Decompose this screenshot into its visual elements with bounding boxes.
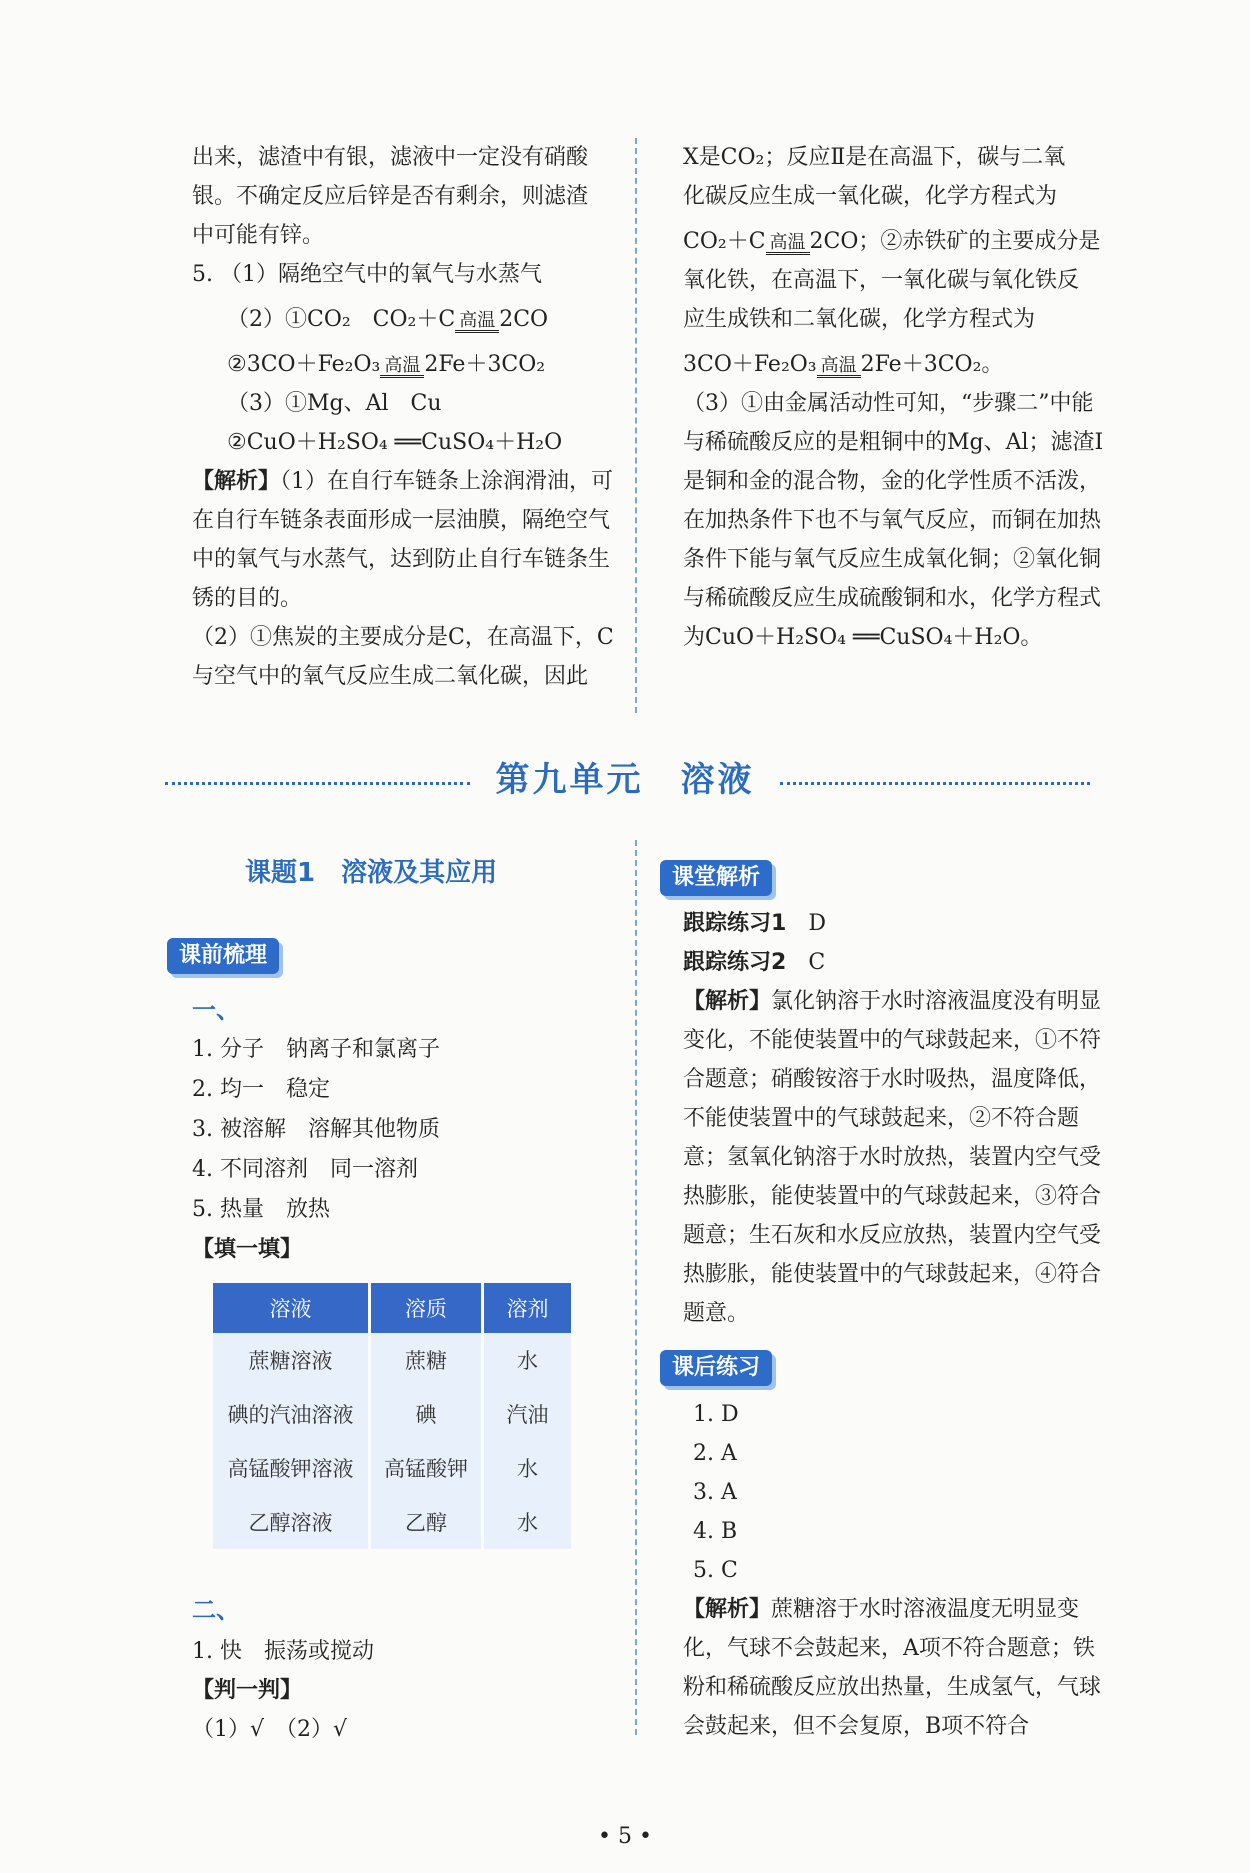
table-cell: 高锰酸钾	[371, 1441, 481, 1495]
table-cell: 水	[484, 1441, 571, 1495]
text-line: X是CO₂；反应Ⅱ是在高温下，碳与二氧	[683, 145, 1066, 170]
tag-pre-class: 课前梳理	[167, 938, 279, 974]
exercise-line	[683, 943, 1113, 982]
list-item: 4. 不同溶剂 同一溶剂	[192, 1157, 418, 1182]
text-line: 化碳反应生成一氧化碳，化学方程式为	[683, 184, 1058, 209]
answer-item: 2. A	[693, 1441, 737, 1466]
analysis-label: 【解析】	[683, 1597, 772, 1622]
solution-table	[210, 1283, 574, 1549]
analysis-label: 【解析】	[192, 469, 281, 494]
section-heading-1: 一、	[192, 996, 240, 1024]
answer-item: 5. C	[693, 1558, 738, 1583]
equation-line	[192, 345, 622, 384]
analysis-text: 氯化钠溶于水时溶液温度没有明显变化，不能使装置中的气球鼓起来，①不符合题意；硝酸铵溶于水时吸热，温度降低，不能使装置中的气球鼓起来，②不符合题意；氢氧化钠溶于水时放热，装置内空气受热膨胀，能使装置中的气球鼓起来，③符合题意；生石灰和水反应放热，装置内空气受热膨胀，能使装置中的气球鼓起来，④符合题意。	[683, 989, 1102, 1326]
table-cell: 蔗糖	[371, 1333, 481, 1387]
text-line: 出来，滤渣中有银，滤液中一定没有硝酸	[192, 145, 589, 170]
list-item: 5. 热量 放热	[192, 1197, 330, 1222]
list-item: 1. 快 振荡或搅动	[192, 1639, 374, 1664]
equation-suffix: 2CO	[499, 307, 549, 332]
equation-line	[683, 222, 1113, 261]
table-header: 溶质	[371, 1283, 481, 1333]
equation-suffix: 2Fe＋3CO₂。	[860, 352, 1004, 377]
title-dots-right	[780, 782, 1090, 785]
list-item: 1. 分子 钠离子和氯离子	[192, 1037, 440, 1062]
exercise-answer: C	[808, 950, 826, 975]
fill-label: 【填一填】	[192, 1237, 303, 1262]
analysis-label: 【解析】	[683, 989, 772, 1014]
text-line: （3）①Mg、Al Cu	[227, 391, 442, 416]
equation-prefix: ②3CO＋Fe₂O₃	[227, 352, 381, 377]
answer-item: 4. B	[693, 1519, 738, 1544]
analysis-paragraph: （2）①焦炭的主要成分是C，在高温下，C与空气中的氧气反应生成二氧化碳，因此	[192, 625, 614, 689]
right-column-top	[683, 138, 1113, 657]
equation-line	[192, 300, 622, 339]
equation-suffix: 2CO；②赤铁矿的主要成分是	[809, 229, 1101, 254]
condition: 高温	[380, 357, 424, 384]
list-item: 3. 被溶解 溶解其他物质	[192, 1117, 440, 1142]
table-cell: 乙醇	[371, 1495, 481, 1549]
equation-suffix: 2Fe＋3CO₂	[424, 352, 546, 377]
table-cell: 乙醇溶液	[213, 1495, 368, 1549]
post-practice-column	[683, 1395, 1113, 1746]
analysis-paragraph: （3）①由金属活动性可知，“步骤二”中能与稀硫酸反应的是粗铜中的Mg、Al；滤渣Ⅰ是铜和金的混合物，金的化学性质不活泼，在加热条件下也不与氧气反应，而铜在加热条件下能与氧气反应生成氧化铜；②氧化铜与稀硫酸反应生成硫酸铜和水，化学方程式为CuO＋H₂SO₄ ══CuSO₄＋H₂O。	[683, 391, 1104, 650]
column-divider	[635, 840, 639, 1735]
exercise-answer: D	[808, 911, 826, 936]
table-cell: 碘的汽油溶液	[213, 1387, 368, 1441]
table-header-row	[213, 1283, 571, 1333]
equation-line: ②CuO＋H₂SO₄ ══CuSO₄＋H₂O	[227, 430, 563, 455]
answer-item: 1. D	[693, 1402, 739, 1427]
analysis-paragraph	[683, 1590, 1113, 1746]
answer-item: 3. A	[693, 1480, 737, 1505]
exercise-line	[683, 904, 1113, 943]
section-heading-2: 二、	[192, 1596, 240, 1624]
table-cell: 蔗糖溶液	[213, 1333, 368, 1387]
table-header: 溶剂	[484, 1283, 571, 1333]
list-item: 2. 均一 稳定	[192, 1077, 330, 1102]
judge-answers: （1）√ （2）√	[192, 1717, 348, 1742]
judge-label: 【判一判】	[192, 1678, 303, 1703]
exercise-label: 跟踪练习2	[683, 950, 787, 975]
condition: 高温	[817, 357, 861, 384]
table-header: 溶液	[213, 1283, 368, 1333]
table-row	[213, 1495, 571, 1549]
condition: 高温	[766, 234, 810, 261]
column-divider	[635, 138, 639, 713]
text-line: 银。不确定反应后锌是否有剩余，则滤渣	[192, 184, 589, 209]
page-number: • 5 •	[598, 1824, 652, 1849]
table-row	[213, 1333, 571, 1387]
left-column-section2	[192, 1632, 622, 1749]
left-column-bottom	[192, 1030, 622, 1270]
table-row	[213, 1387, 571, 1441]
right-column-bottom	[683, 904, 1113, 1333]
text-line: 中可能有锌。	[192, 223, 325, 248]
lesson-title: 课题1 溶液及其应用	[245, 858, 498, 888]
text-line: 氧化铁，在高温下，一氧化碳与氧化铁反	[683, 268, 1080, 293]
table-cell: 碘	[371, 1387, 481, 1441]
exercise-label: 跟踪练习1	[683, 911, 787, 936]
condition: 高温	[455, 312, 499, 339]
analysis-text: （1）在自行车链条上涂润滑油，可在自行车链条表面形成一层油膜，隔绝空气中的氧气与水蒸气，达到防止自行车链条生锈的目的。	[192, 469, 614, 611]
tag-class-analysis: 课堂解析	[660, 860, 772, 896]
table-cell: 水	[484, 1495, 571, 1549]
left-column-top	[192, 138, 622, 696]
analysis-text: 蔗糖溶于水时溶液温度无明显变化，气球不会鼓起来，A项不符合题意；铁粉和稀硫酸反应放出热量，生成氢气，气球会鼓起来，但不会复原，B项不符合	[683, 1597, 1102, 1739]
table-cell: 高锰酸钾溶液	[213, 1441, 368, 1495]
equation-line	[683, 345, 1113, 384]
analysis-paragraph	[683, 982, 1113, 1333]
tag-post-class: 课后练习	[660, 1350, 772, 1386]
text-line: 5. （1）隔绝空气中的氧气与水蒸气	[192, 262, 542, 287]
table-cell: 汽油	[484, 1387, 571, 1441]
unit-title: 第九单元 溶液	[495, 760, 755, 800]
table-cell: 水	[484, 1333, 571, 1387]
equation-prefix: CO₂＋C	[683, 229, 766, 254]
text-line: 应生成铁和二氧化碳，化学方程式为	[683, 307, 1036, 332]
table-row	[213, 1441, 571, 1495]
equation-prefix: 3CO＋Fe₂O₃	[683, 352, 817, 377]
analysis-paragraph	[192, 462, 622, 618]
equation-prefix: （2）①CO₂ CO₂＋C	[227, 307, 456, 332]
